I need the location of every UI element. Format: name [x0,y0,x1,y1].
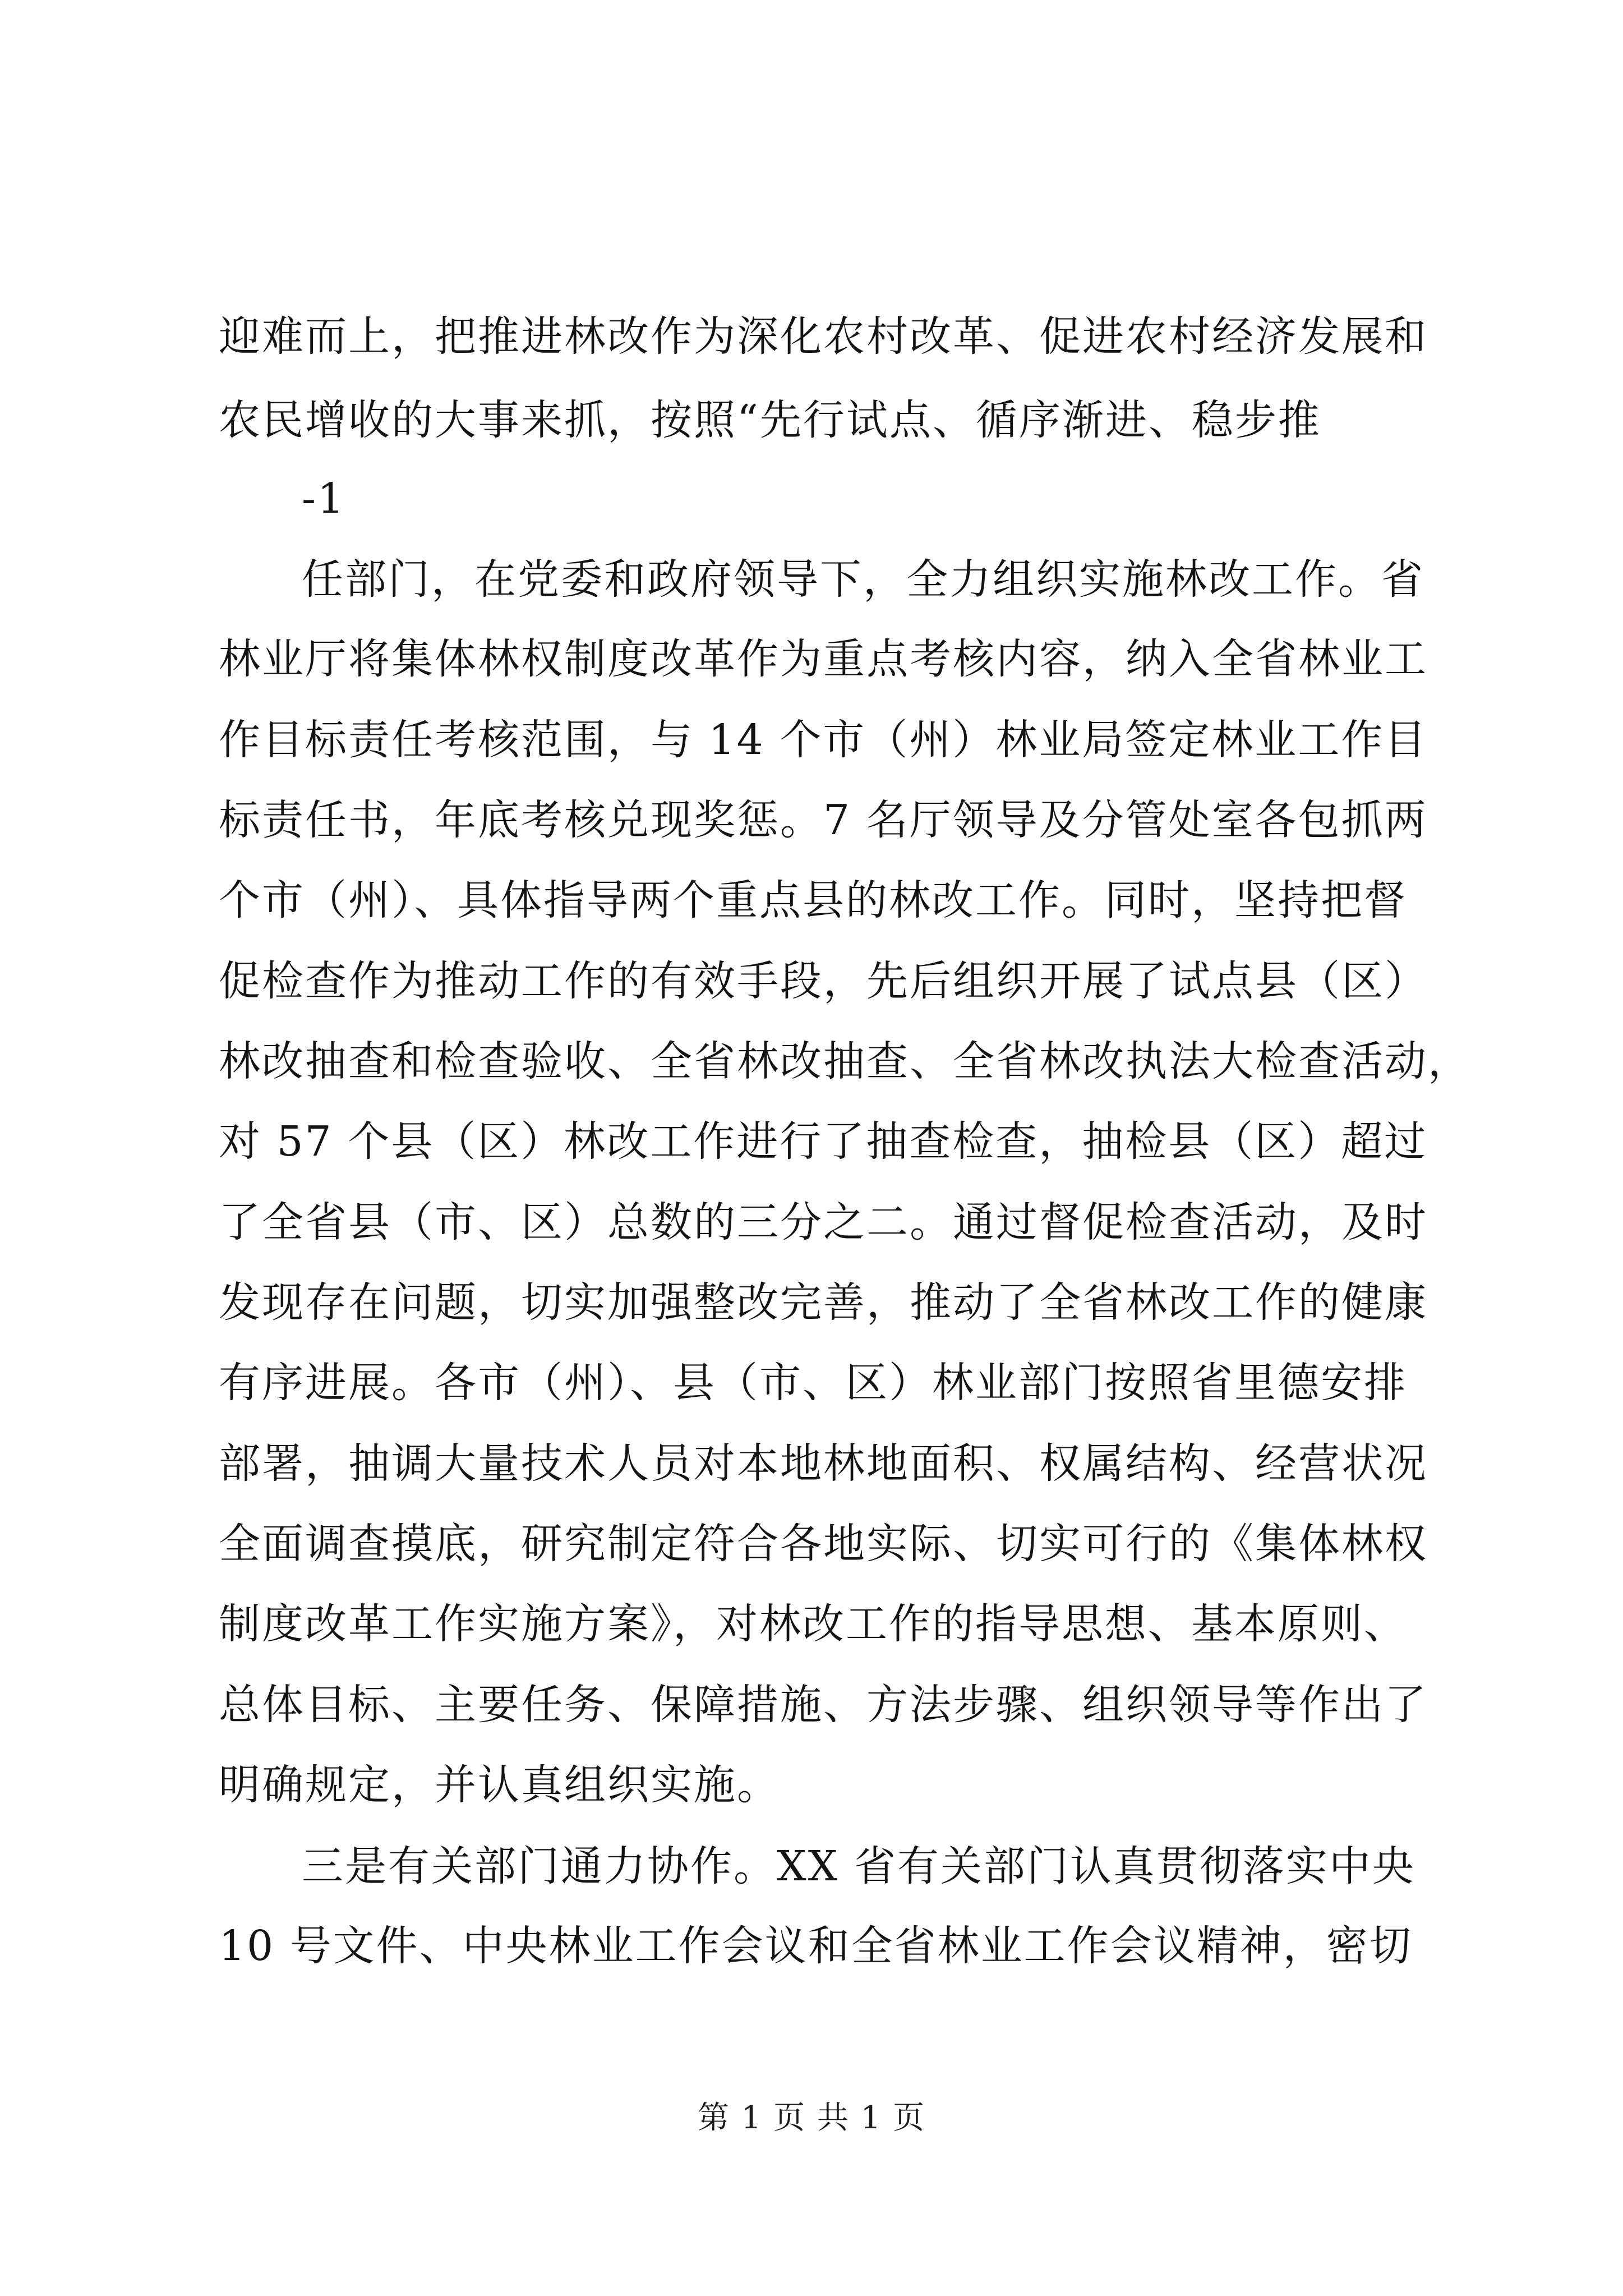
paragraph-start-line: 任部门，在党委和政府领导下，全力组织实施林改工作。省 [302,555,1424,604]
text-line: 作目标责任考核范围，与 14 个市（州）林业局签定林业工作目 [219,716,1428,764]
text-line: 部署，抽调大量技术人员对本地林地面积、权属结构、经营状况 [219,1439,1428,1488]
text-line: 了全省县（市、区）总数的三分之二。通过督促检查活动，及时 [219,1198,1428,1246]
text-line: 林改抽查和检查验收、全省林改抽查、全省林改执法大检查活动， [219,1037,1471,1085]
text-line: 发现存在问题，切实加强整改完善，推动了全省林改工作的健康 [219,1278,1428,1327]
text-line: 迎难而上，把推进林改作为深化农村改革、促进农村经济发展和 [219,312,1428,361]
page-footer: 第 1 页 共 1 页 [697,2100,926,2136]
text-line: 制度改革工作实施方案》，对林改工作的指导思想、基本原则、 [219,1600,1407,1648]
text-line: 农民增收的大事来抓，按照“先行试点、循序渐进、稳步推 [219,396,1321,444]
text-line: 明确规定，并认真组织实施。 [219,1761,780,1809]
text-line: 10 号文件、中央林业工作会议和全省林业工作会议精神，密切 [219,1922,1413,1970]
text-line: 促检查作为推动工作的有效手段，先后组织开展了试点县（区） [219,957,1428,1005]
text-line: 全面调查摸底，研究制定符合各地实际、切实可行的《集体林权 [219,1520,1428,1568]
paragraph-start-line: 三是有关部门通力协作。XX 省有关部门认真贯彻落实中央 [302,1842,1415,1890]
text-line: 林业厅将集体林权制度改革作为重点考核内容，纳入全省林业工 [219,635,1428,683]
text-line: 对 57 个县（区）林改工作进行了抽查检查，抽检县（区）超过 [219,1117,1428,1166]
text-line: 标责任书，年底考核兑现奖惩。7 名厅领导及分管处室各包抓两 [219,796,1428,844]
text-line: 有序进展。各市（州）、县（市、区）林业部门按照省里德安排 [219,1359,1407,1407]
text-line: 个市（州）、具体指导两个重点县的林改工作。同时，坚持把督 [219,876,1407,924]
page-marker: -1 [302,475,346,523]
text-line: 总体目标、主要任务、保障措施、方法步骤、组织领导等作出了 [219,1681,1428,1729]
